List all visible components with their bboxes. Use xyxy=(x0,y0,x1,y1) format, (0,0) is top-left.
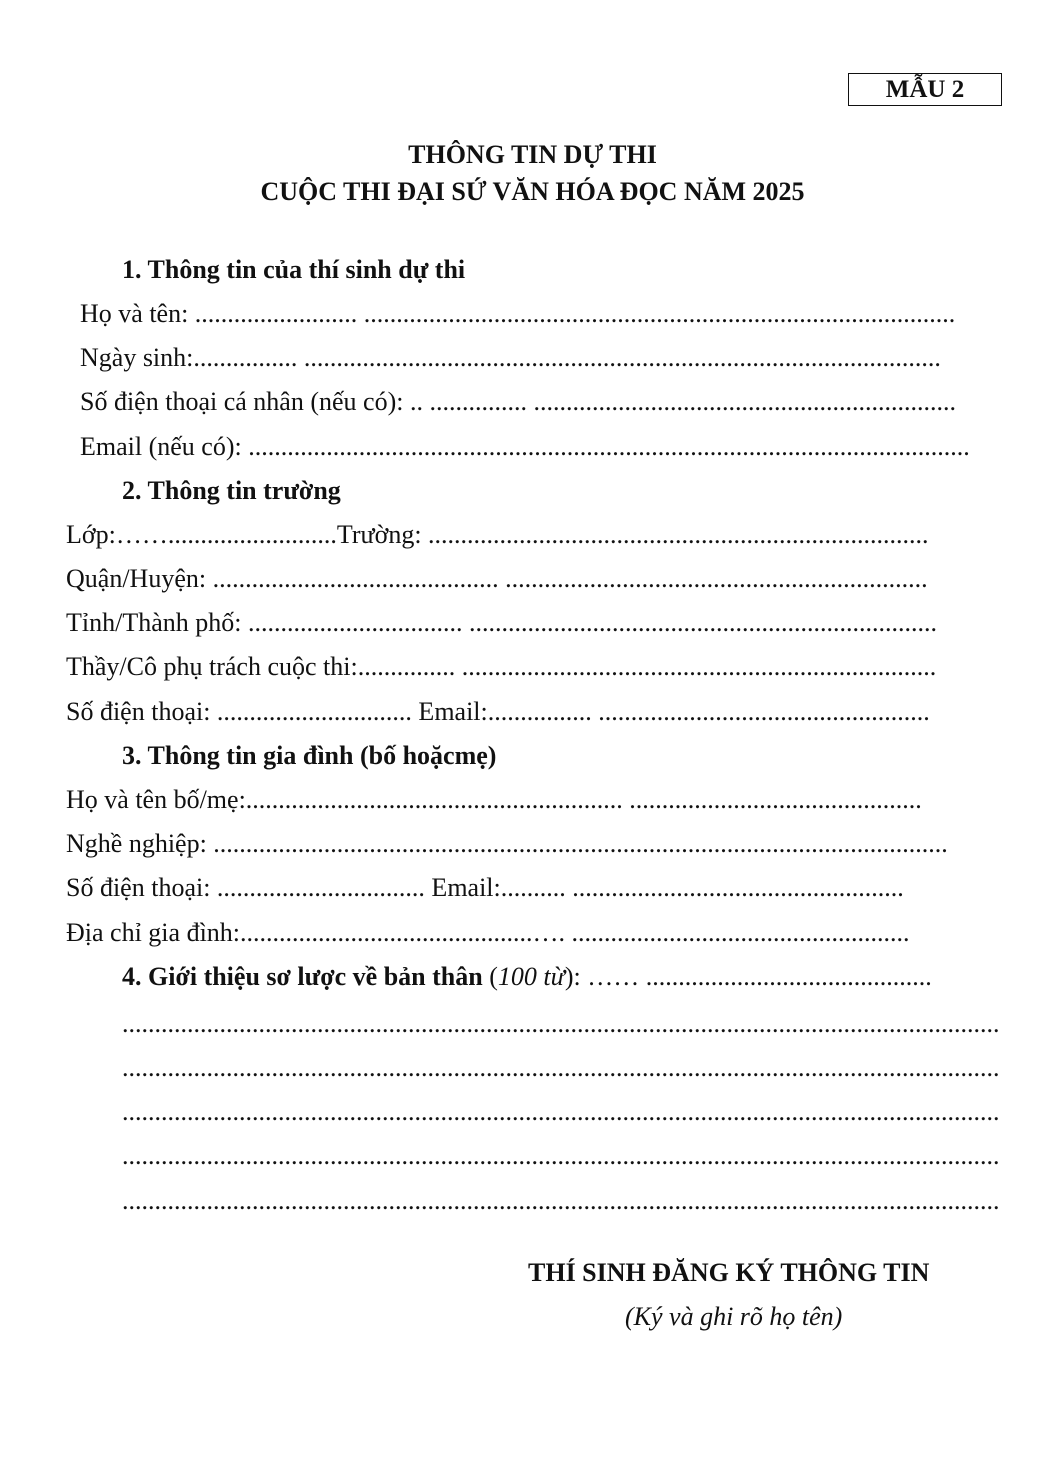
field-class-school: Lớp:……..........................Trường: ............................................................................. xyxy=(66,520,929,549)
section4-note-close: ): …… ............................................ xyxy=(564,962,932,991)
field-parent-name: Họ và tên bố/mẹ:.......................................................... ............................................. xyxy=(66,785,922,814)
section3-heading: 3. Thông tin gia đình (bố hoặcmẹ) xyxy=(122,741,497,770)
field-parent-contact: Số điện thoại: ................................ Email:.......... ................................................... xyxy=(66,873,904,902)
field-home-address: Địa chỉ gia đình:.............................................…. .................................................... xyxy=(66,918,910,947)
field-personal-phone: Số điện thoại cá nhân (nếu có): .. ............... ................................................................. xyxy=(80,387,956,416)
field-full-name: Họ và tên: ......................... ........................................................................................... xyxy=(80,299,956,328)
section4-heading-line xyxy=(122,962,932,992)
field-teacher: Thầy/Cô phụ trách cuộc thi:............... ......................................................................... xyxy=(66,652,937,681)
field-district: Quận/Huyện: ............................................ ................................................................. xyxy=(66,564,928,593)
form-code-box: MẪU 2 xyxy=(848,73,1002,106)
field-date-of-birth: Ngày sinh:................ .................................................................................................. xyxy=(80,343,941,372)
signature-title: THÍ SINH ĐĂNG KÝ THÔNG TIN xyxy=(528,1258,930,1287)
intro-blank-line: ....................................................................................................................................... xyxy=(122,1097,1000,1126)
field-teacher-contact: Số điện thoại: .............................. Email:................ ................................................... xyxy=(66,697,930,726)
section2-heading: 2. Thông tin trường xyxy=(122,476,341,505)
field-occupation: Nghề nghiệp: ................................................................................................................. xyxy=(66,829,948,858)
section4-heading: 4. Giới thiệu sơ lược về bản thân xyxy=(122,962,483,991)
intro-blank-line: ....................................................................................................................................... xyxy=(122,1053,1000,1082)
signature-note: (Ký và ghi rõ họ tên) xyxy=(625,1302,843,1331)
page-title: THÔNG TIN DỰ THI xyxy=(408,140,657,169)
page-subtitle: CUỘC THI ĐẠI SỨ VĂN HÓA ĐỌC NĂM 2025 xyxy=(260,177,805,206)
intro-blank-line: ....................................................................................................................................... xyxy=(122,1009,1000,1038)
intro-blank-line: ....................................................................................................................................... xyxy=(122,1141,1000,1170)
section4-word-limit: 100 từ xyxy=(497,962,565,991)
intro-blank-line: ....................................................................................................................................... xyxy=(122,1186,1000,1215)
field-province: Tỉnh/Thành phố: ................................. ........................................................................ xyxy=(66,608,937,637)
field-email: Email (nếu có): ............................................................................................................... xyxy=(80,432,970,461)
section4-note-open: ( xyxy=(482,962,498,991)
section1-heading: 1. Thông tin của thí sinh dự thi xyxy=(122,255,466,284)
